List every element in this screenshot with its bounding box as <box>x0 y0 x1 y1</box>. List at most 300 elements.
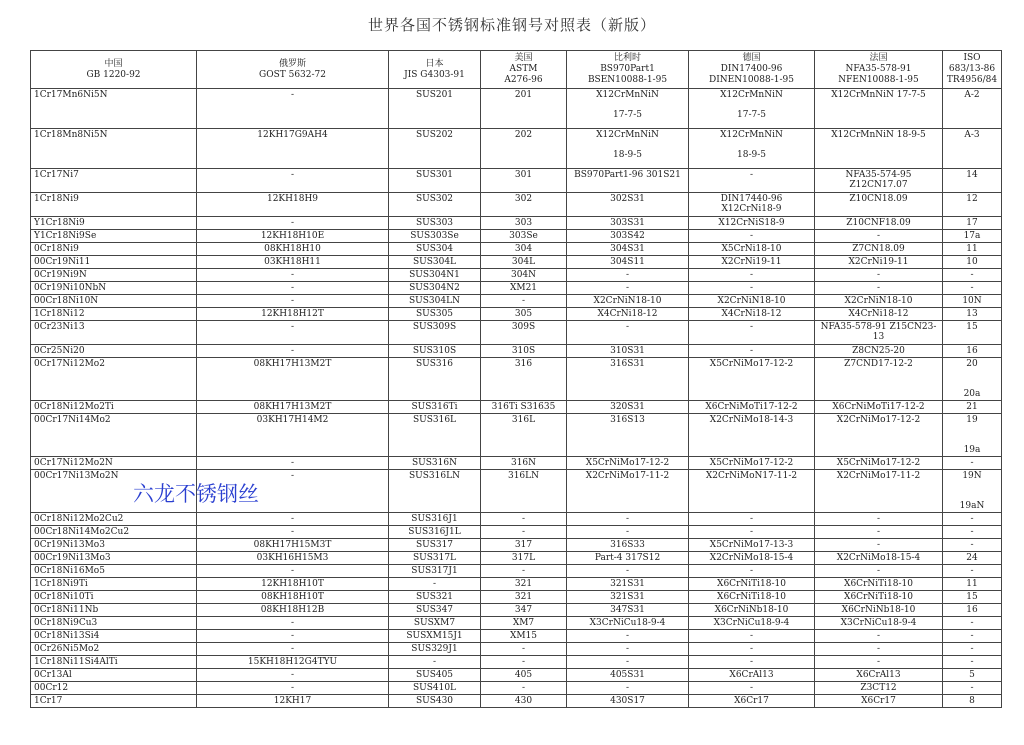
cell-iso: 19 19a <box>943 414 1002 457</box>
cell-germany: X2CrNiMoN17-11-2 <box>689 470 815 513</box>
table-row <box>31 169 1002 193</box>
cell-china: 0Cr18Ni12Mo2Ti <box>31 401 197 414</box>
cell-usa: - <box>481 656 567 669</box>
cell-belgium: - <box>567 526 689 539</box>
table-row <box>31 526 1002 539</box>
cell-iso: 21 <box>943 401 1002 414</box>
cell-germany: X5CrNiMo17-12-2 <box>689 358 815 401</box>
cell-iso: 10N <box>943 295 1002 308</box>
cell-france: X12CrMnNiN 18-9-5 <box>815 129 943 169</box>
cell-belgium: - <box>567 513 689 526</box>
cell-japan: SUS310S <box>389 345 481 358</box>
header-germany: 德国 DIN17400-96 DINEN10088-1-95 <box>689 51 815 89</box>
table-row <box>31 129 1002 169</box>
cell-france: Z8CN25-20 <box>815 345 943 358</box>
cell-iso: - <box>943 682 1002 695</box>
cell-iso: - <box>943 282 1002 295</box>
cell-japan: SUSXM7 <box>389 617 481 630</box>
cell-belgium: 320S31 <box>567 401 689 414</box>
cell-japan: SUS317L <box>389 552 481 565</box>
cell-belgium: 302S31 <box>567 193 689 217</box>
cell-china: 00Cr19Ni13Mo3 <box>31 552 197 565</box>
cell-russia: 12KH17 <box>197 695 389 708</box>
table-row <box>31 513 1002 526</box>
cell-japan: SUS316L <box>389 414 481 457</box>
cell-iso: A-3 <box>943 129 1002 169</box>
cell-belgium: - <box>567 682 689 695</box>
cell-russia: - <box>197 89 389 129</box>
cell-belgium: - <box>567 630 689 643</box>
cell-france: Z7CND17-12-2 <box>815 358 943 401</box>
cell-russia: 08KH17H15M3T <box>197 539 389 552</box>
cell-germany: X5CrNi18-10 <box>689 243 815 256</box>
cell-belgium: BS970Part1-96 301S21 <box>567 169 689 193</box>
cell-france: Z10CN18.09 <box>815 193 943 217</box>
table-row <box>31 695 1002 708</box>
cell-russia: - <box>197 526 389 539</box>
cell-russia: - <box>197 321 389 345</box>
cell-usa: 309S <box>481 321 567 345</box>
cell-belgium: 321S31 <box>567 578 689 591</box>
cell-usa: 303Se <box>481 230 567 243</box>
table-row <box>31 552 1002 565</box>
cell-china: Y1Cr18Ni9Se <box>31 230 197 243</box>
cell-usa: 305 <box>481 308 567 321</box>
cell-china: 0Cr18Ni9 <box>31 243 197 256</box>
cell-belgium: X4CrNi18-12 <box>567 308 689 321</box>
cell-japan: SUS302 <box>389 193 481 217</box>
cell-japan: SUS321 <box>389 591 481 604</box>
cell-germany: X4CrNi18-12 <box>689 308 815 321</box>
cell-france: - <box>815 230 943 243</box>
cell-iso: 15 <box>943 321 1002 345</box>
cell-iso: - <box>943 539 1002 552</box>
cell-belgium: - <box>567 643 689 656</box>
cell-iso: - <box>943 457 1002 470</box>
header-usa: 美国 ASTM A276-96 <box>481 51 567 89</box>
cell-belgium: X12CrMnNiN 17-7-5 <box>567 89 689 129</box>
cell-france: NFA35-574-95 Z12CN17.07 <box>815 169 943 193</box>
cell-china: 0Cr17Ni12Mo2 <box>31 358 197 401</box>
cell-china: 1Cr18Ni11Si4AlTi <box>31 656 197 669</box>
cell-germany: X5CrNiMo17-13-3 <box>689 539 815 552</box>
cell-japan: - <box>389 578 481 591</box>
cell-china: 00Cr17Ni14Mo2 <box>31 414 197 457</box>
cell-usa: 405 <box>481 669 567 682</box>
cell-china: 0Cr18Ni12Mo2Cu2 <box>31 513 197 526</box>
table-row <box>31 401 1002 414</box>
cell-japan: SUS303Se <box>389 230 481 243</box>
cell-iso: A-2 <box>943 89 1002 129</box>
cell-france: X4CrNi18-12 <box>815 308 943 321</box>
cell-japan: SUS405 <box>389 669 481 682</box>
cell-russia: 08KH18H10T <box>197 591 389 604</box>
cell-usa: - <box>481 526 567 539</box>
cell-belgium: X2CrNiN18-10 <box>567 295 689 308</box>
cell-russia: 03KH18H11 <box>197 256 389 269</box>
cell-china: 1Cr18Mn8Ni5N <box>31 129 197 169</box>
cell-iso: - <box>943 565 1002 578</box>
cell-germany: - <box>689 526 815 539</box>
cell-iso: - <box>943 617 1002 630</box>
cell-belgium: 321S31 <box>567 591 689 604</box>
cell-usa: - <box>481 295 567 308</box>
cell-germany: - <box>689 282 815 295</box>
cell-china: 00Cr18Ni10N <box>31 295 197 308</box>
cell-iso: 10 <box>943 256 1002 269</box>
cell-germany: X6CrNiTi18-10 <box>689 591 815 604</box>
cell-japan: SUS316LN <box>389 470 481 513</box>
table-row <box>31 269 1002 282</box>
cell-germany: X12CrMnNiN 18-9-5 <box>689 129 815 169</box>
cell-iso: 17a <box>943 230 1002 243</box>
cell-japan: SUS316Ti <box>389 401 481 414</box>
cell-france: X2CrNiMo17-11-2 <box>815 470 943 513</box>
cell-germany: - <box>689 630 815 643</box>
cell-japan: SUS347 <box>389 604 481 617</box>
cell-usa: 317L <box>481 552 567 565</box>
cell-iso: 8 <box>943 695 1002 708</box>
cell-china: 0Cr18Ni11Nb <box>31 604 197 617</box>
cell-france: X12CrMnNiN 17-7-5 <box>815 89 943 129</box>
cell-china: 1Cr17 <box>31 695 197 708</box>
header-japan: 日本 JIS G4303-91 <box>389 51 481 89</box>
cell-usa: 347 <box>481 604 567 617</box>
cell-germany: - <box>689 656 815 669</box>
table-row <box>31 617 1002 630</box>
cell-russia: - <box>197 470 389 513</box>
table-row <box>31 539 1002 552</box>
cell-germany: - <box>689 169 815 193</box>
table-row <box>31 682 1002 695</box>
cell-usa: 304L <box>481 256 567 269</box>
cell-usa: 316 <box>481 358 567 401</box>
cell-usa: 302 <box>481 193 567 217</box>
table-row <box>31 630 1002 643</box>
cell-japan: - <box>389 656 481 669</box>
cell-japan: SUS304N1 <box>389 269 481 282</box>
cell-germany: X6CrNiMoTi17-12-2 <box>689 401 815 414</box>
cell-iso: 24 <box>943 552 1002 565</box>
cell-japan: SUS329J1 <box>389 643 481 656</box>
cell-france: - <box>815 643 943 656</box>
cell-france: X2CrNiN18-10 <box>815 295 943 308</box>
cell-russia: 08KH17H13M2T <box>197 358 389 401</box>
header-france: 法国 NFA35-578-91 NFEN10088-1-95 <box>815 51 943 89</box>
header-china: 中国 GB 1220-92 <box>31 51 197 89</box>
cell-france: X6CrNiMoTi17-12-2 <box>815 401 943 414</box>
document-title: 世界各国不锈钢标准钢号对照表（新版） <box>367 16 656 34</box>
cell-germany: X3CrNiCu18-9-4 <box>689 617 815 630</box>
cell-germany: X6CrNiNb18-10 <box>689 604 815 617</box>
cell-russia: 15KH18H12G4TYU <box>197 656 389 669</box>
cell-china: 0Cr23Ni13 <box>31 321 197 345</box>
cell-germany: - <box>689 269 815 282</box>
cell-germany: - <box>689 565 815 578</box>
cell-iso: 13 <box>943 308 1002 321</box>
cell-iso: 15 <box>943 591 1002 604</box>
cell-japan: SUS317J1 <box>389 565 481 578</box>
cell-france: - <box>815 269 943 282</box>
cell-iso: - <box>943 630 1002 643</box>
cell-china: 0Cr19Ni13Mo3 <box>31 539 197 552</box>
cell-france: X6CrNiTi18-10 <box>815 578 943 591</box>
cell-belgium: X3CrNiCu18-9-4 <box>567 617 689 630</box>
cell-france: - <box>815 513 943 526</box>
cell-usa: - <box>481 682 567 695</box>
steel-grade-table <box>30 50 1002 708</box>
cell-usa: 430 <box>481 695 567 708</box>
cell-china: 0Cr19Ni10NbN <box>31 282 197 295</box>
cell-japan: SUS304LN <box>389 295 481 308</box>
cell-france: X2CrNiMo17-12-2 <box>815 414 943 457</box>
cell-france: - <box>815 656 943 669</box>
cell-usa: XM15 <box>481 630 567 643</box>
table-row <box>31 578 1002 591</box>
cell-japan: SUS316 <box>389 358 481 401</box>
cell-china: 0Cr18Ni16Mo5 <box>31 565 197 578</box>
cell-japan: SUS316N <box>389 457 481 470</box>
table-row <box>31 282 1002 295</box>
cell-france: - <box>815 565 943 578</box>
cell-usa: XM21 <box>481 282 567 295</box>
table-row <box>31 193 1002 217</box>
cell-china: 00Cr17Ni13Mo2N <box>31 470 197 513</box>
cell-france: X6Cr17 <box>815 695 943 708</box>
cell-usa: 316L <box>481 414 567 457</box>
cell-france: - <box>815 630 943 643</box>
cell-france: X3CrNiCu18-9-4 <box>815 617 943 630</box>
cell-china: 00Cr19Ni11 <box>31 256 197 269</box>
cell-germany: X12CrMnNiN 17-7-5 <box>689 89 815 129</box>
watermark-text: 六龙不锈钢丝 <box>133 482 259 506</box>
table-row <box>31 358 1002 401</box>
cell-germany: X6CrNiTi18-10 <box>689 578 815 591</box>
cell-belgium: 347S31 <box>567 604 689 617</box>
cell-usa: 304 <box>481 243 567 256</box>
cell-belgium: 316S33 <box>567 539 689 552</box>
table-row <box>31 230 1002 243</box>
cell-japan: SUS316J1 <box>389 513 481 526</box>
table-row <box>31 565 1002 578</box>
cell-belgium: X12CrMnNiN 18-9-5 <box>567 129 689 169</box>
cell-germany: X6CrAl13 <box>689 669 815 682</box>
cell-japan: SUS304N2 <box>389 282 481 295</box>
cell-france: Z10CNF18.09 <box>815 217 943 230</box>
cell-russia: 08KH18H10 <box>197 243 389 256</box>
table-row <box>31 89 1002 129</box>
cell-russia: 12KH17G9AH4 <box>197 129 389 169</box>
table-row <box>31 591 1002 604</box>
cell-china: 1Cr17Ni7 <box>31 169 197 193</box>
cell-iso: 19N 19aN <box>943 470 1002 513</box>
table-row <box>31 414 1002 457</box>
cell-germany: - <box>689 682 815 695</box>
cell-russia: - <box>197 269 389 282</box>
cell-japan: SUS316J1L <box>389 526 481 539</box>
cell-russia: - <box>197 345 389 358</box>
cell-usa: - <box>481 643 567 656</box>
cell-usa: 202 <box>481 129 567 169</box>
cell-russia: 12KH18H10E <box>197 230 389 243</box>
table-row <box>31 217 1002 230</box>
cell-germany: DIN17440-96 X12CrNi18-9 <box>689 193 815 217</box>
table-row <box>31 256 1002 269</box>
cell-russia: 03KH17H14M2 <box>197 414 389 457</box>
cell-iso: 12 <box>943 193 1002 217</box>
cell-usa: 303 <box>481 217 567 230</box>
cell-russia: 08KH18H12B <box>197 604 389 617</box>
cell-russia: - <box>197 513 389 526</box>
cell-russia: - <box>197 617 389 630</box>
cell-russia: - <box>197 682 389 695</box>
cell-china: 0Cr26Ni5Mo2 <box>31 643 197 656</box>
cell-russia: - <box>197 630 389 643</box>
header-russia: 俄罗斯 GOST 5632-72 <box>197 51 389 89</box>
cell-france: Z3CT12 <box>815 682 943 695</box>
cell-russia: - <box>197 565 389 578</box>
cell-iso: 20 20a <box>943 358 1002 401</box>
cell-belgium: 304S31 <box>567 243 689 256</box>
cell-germany: X2CrNiMo18-15-4 <box>689 552 815 565</box>
cell-belgium: - <box>567 321 689 345</box>
cell-france: X2CrNiMo18-15-4 <box>815 552 943 565</box>
cell-usa: 301 <box>481 169 567 193</box>
cell-japan: SUS317 <box>389 539 481 552</box>
cell-france: - <box>815 539 943 552</box>
cell-france: X6CrNiNb18-10 <box>815 604 943 617</box>
cell-china: 0Cr18Ni10Ti <box>31 591 197 604</box>
cell-france: X6CrAl13 <box>815 669 943 682</box>
table-row <box>31 295 1002 308</box>
table-row <box>31 669 1002 682</box>
cell-usa: 321 <box>481 591 567 604</box>
cell-usa: 201 <box>481 89 567 129</box>
cell-usa: 317 <box>481 539 567 552</box>
cell-china: 1Cr17Mn6Ni5N <box>31 89 197 129</box>
cell-germany: - <box>689 321 815 345</box>
cell-germany: - <box>689 345 815 358</box>
cell-germany: X12CrNiS18-9 <box>689 217 815 230</box>
header-row <box>31 51 1002 89</box>
cell-russia: 12KH18H9 <box>197 193 389 217</box>
cell-japan: SUS304L <box>389 256 481 269</box>
cell-iso: - <box>943 656 1002 669</box>
cell-russia: 03KH16H15M3 <box>197 552 389 565</box>
header-belgium: 比利时 BS970Part1 BSEN10088-1-95 <box>567 51 689 89</box>
cell-usa: - <box>481 513 567 526</box>
cell-belgium: 303S31 <box>567 217 689 230</box>
header-iso: ISO 683/13-86 TR4956/84 <box>943 51 1002 89</box>
cell-china: 00Cr12 <box>31 682 197 695</box>
cell-russia: - <box>197 643 389 656</box>
cell-japan: SUS202 <box>389 129 481 169</box>
cell-china: 0Cr18Ni9Cu3 <box>31 617 197 630</box>
cell-china: Y1Cr18Ni9 <box>31 217 197 230</box>
cell-iso: - <box>943 269 1002 282</box>
cell-russia: - <box>197 217 389 230</box>
cell-japan: SUS430 <box>389 695 481 708</box>
cell-usa: 310S <box>481 345 567 358</box>
cell-japan: SUS201 <box>389 89 481 129</box>
cell-belgium: 303S42 <box>567 230 689 243</box>
cell-china: 0Cr13Al <box>31 669 197 682</box>
cell-usa: 316Ti S31635 <box>481 401 567 414</box>
cell-belgium: Part-4 317S12 <box>567 552 689 565</box>
cell-belgium: 316S31 <box>567 358 689 401</box>
table-body <box>31 89 1002 708</box>
cell-germany: - <box>689 230 815 243</box>
cell-germany: - <box>689 643 815 656</box>
cell-russia: - <box>197 295 389 308</box>
cell-japan: SUS410L <box>389 682 481 695</box>
cell-belgium: - <box>567 269 689 282</box>
cell-france: X5CrNiMo17-12-2 <box>815 457 943 470</box>
cell-china: 0Cr18Ni13Si4 <box>31 630 197 643</box>
cell-usa: 304N <box>481 269 567 282</box>
cell-france: - <box>815 526 943 539</box>
cell-iso: 11 <box>943 578 1002 591</box>
cell-iso: 16 <box>943 345 1002 358</box>
cell-russia: 12KH18H12T <box>197 308 389 321</box>
cell-russia: - <box>197 669 389 682</box>
cell-germany: X2CrNiMo18-14-3 <box>689 414 815 457</box>
cell-usa: XM7 <box>481 617 567 630</box>
cell-france: - <box>815 282 943 295</box>
cell-belgium: 430S17 <box>567 695 689 708</box>
cell-iso: 16 <box>943 604 1002 617</box>
cell-germany: X6Cr17 <box>689 695 815 708</box>
cell-china: 00Cr18Ni14Mo2Cu2 <box>31 526 197 539</box>
cell-china: 0Cr19Ni9N <box>31 269 197 282</box>
cell-china: 1Cr18Ni9Ti <box>31 578 197 591</box>
cell-germany: - <box>689 513 815 526</box>
table-row <box>31 308 1002 321</box>
cell-usa: 321 <box>481 578 567 591</box>
cell-belgium: X5CrNiMo17-12-2 <box>567 457 689 470</box>
cell-russia: 08KH17H13M2T <box>197 401 389 414</box>
cell-germany: X5CrNiMo17-12-2 <box>689 457 815 470</box>
cell-france: X6CrNiTi18-10 <box>815 591 943 604</box>
cell-russia: 12KH18H10T <box>197 578 389 591</box>
cell-belgium: 310S31 <box>567 345 689 358</box>
cell-japan: SUS303 <box>389 217 481 230</box>
cell-russia: - <box>197 282 389 295</box>
table-row <box>31 345 1002 358</box>
cell-iso: - <box>943 643 1002 656</box>
table-row <box>31 604 1002 617</box>
cell-usa: - <box>481 565 567 578</box>
table-row <box>31 457 1002 470</box>
cell-belgium: 405S31 <box>567 669 689 682</box>
cell-germany: X2CrNiN18-10 <box>689 295 815 308</box>
cell-japan: SUS309S <box>389 321 481 345</box>
cell-russia: - <box>197 169 389 193</box>
cell-belgium: 304S11 <box>567 256 689 269</box>
cell-belgium: X2CrNiMo17-11-2 <box>567 470 689 513</box>
cell-france: Z7CN18.09 <box>815 243 943 256</box>
cell-iso: 17 <box>943 217 1002 230</box>
cell-japan: SUS304 <box>389 243 481 256</box>
cell-china: 1Cr18Ni9 <box>31 193 197 217</box>
cell-china: 1Cr18Ni12 <box>31 308 197 321</box>
cell-iso: - <box>943 526 1002 539</box>
cell-china: 0Cr17Ni12Mo2N <box>31 457 197 470</box>
cell-iso: 11 <box>943 243 1002 256</box>
cell-germany: X2CrNi19-11 <box>689 256 815 269</box>
table-row <box>31 643 1002 656</box>
cell-russia: - <box>197 457 389 470</box>
